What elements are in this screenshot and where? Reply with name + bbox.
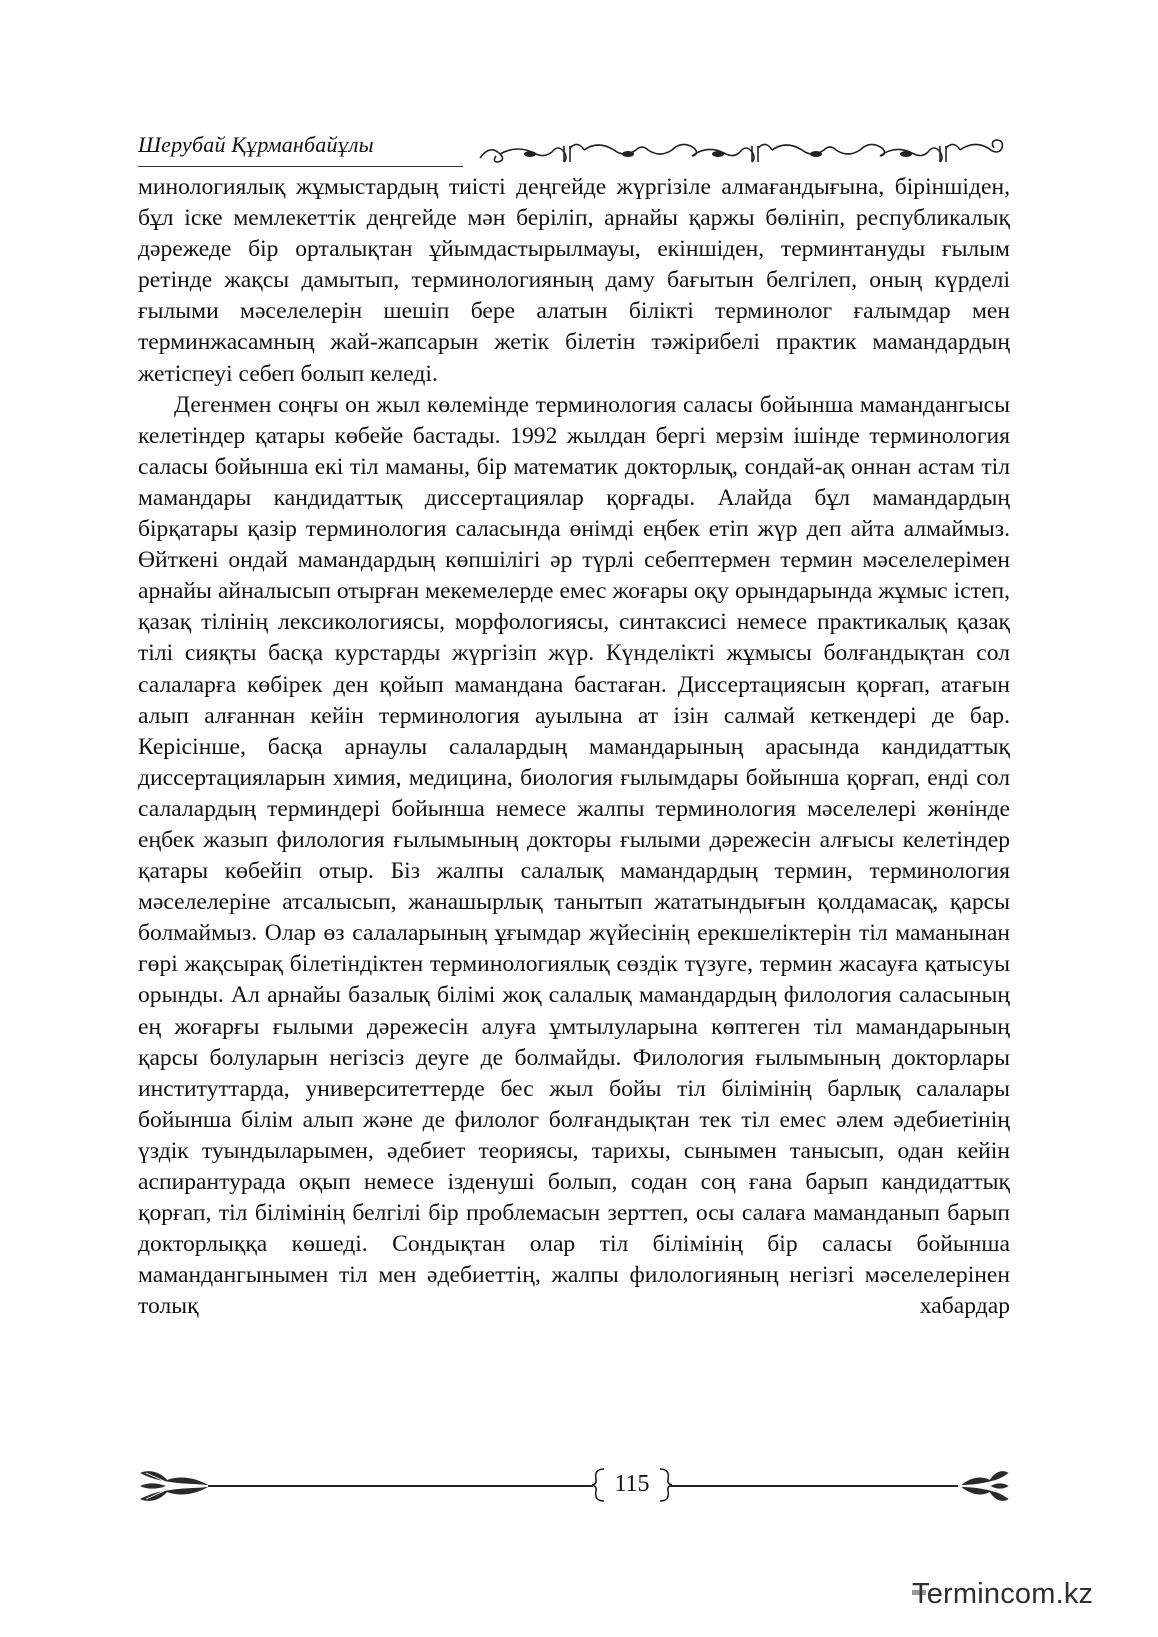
header-rule <box>138 166 463 167</box>
footer-rule-right <box>670 1485 958 1487</box>
leaf-ornament-icon <box>960 1467 1010 1505</box>
paragraph-2: Дегенмен соңғы он жыл көлемінде терминология саласы бойынша мамандангысы келетіндер қатары көбейе бастады. 1992 жылдан бергі мерзім ішінде терминология саласы бойынша екі тіл маманы, бір математик докторлық, сондай-ақ оннан астам тіл мамандары кандидаттық диссертациялар қорғады. Алайда бұл мамандардың бірқатары қазір терминология саласында өнімді еңбек етіп жүр деп айта алмаймыз. Өйткені ондай мамандардың көпшілігі әр түрлі себептермен термин мәселелерімен арнайы айналысып отырған мекемелерде емес жоғары оқу орындарында жұмыс істеп, қазақ тілінің лексикологиясы, морфологиясы, синтаксисі немесе практикалық қазақ тілі сияқты басқа курстарды жүргізіп жүр. Күнделікті жұмысы болғандықтан сол салаларға көбірек ден қойып мамандана бастаған. Диссертациясын қорғап, атағын алып алғаннан кейін терминология ауылына ат ізін салмай кеткендері де бар. Керісінше, басқа арнаулы салалардың мамандарының арасында кандидаттық диссертацияларын химия, медицина, биология ғылымдары бойынша қорғап, енді сол салалардың терминдері бойынша немесе жалпы терминология мәселелері жөнінде еңбек жазып филология ғылымының докторы ғылыми дәрежесін алғысы келетіндер қатары көбейіп отыр. Біз жалпы салалық мамандардың термин, терминология мәселелеріне атсалысып, жанашырлық танытып жататындығын қолдамасақ, қарсы болмаймыз. Олар өз салаларының ұғымдар жүйесінің ерекшеліктерін тіл маманынан гөрі жақсырақ білетіндіктен терминологиялық сөздік түзуге, термин жасауға қатысуы орынды. Ал арнайы базалық білімі жоқ салалық мамандардың филология саласының ең жоғарғы ғылыми дәрежесін алуға ұмтылуларына көптеген тіл мамандарының қарсы болуларын негізсіз деуге де болмайды. Филология ғылымының докторлары институттарда, университеттерде бес жыл бойы тіл білімінің барлық салалары бойынша білім алып және де филолог болғандықтан тек тіл емес әлем әдебиетінің үздік туындыларымен, әдебиет теориясы, тарихы, сынымен танысып, одан кейін аспирантурада оқып немесе ізденуші болып, содан соң ғана барып кандидаттық қорғап, тіл білімінің белгілі бір проблемасын зерттеп, осы салаға маманданып барып докторлыққа көшеді. Сондықтан олар тіл білімінің бір саласы бойынша мамандангынымен тіл мен әдебиеттің, жалпы филологияның негізгі мәселелерінен толық хабардар <box>138 391 1010 1320</box>
author-name: Шерубай Құрманбайұлы <box>138 132 374 157</box>
running-header <box>138 128 1008 168</box>
watermark-text: Termincom.kz <box>912 1578 1094 1610</box>
site-watermark <box>912 1578 1102 1618</box>
page-number-frame <box>590 1467 674 1501</box>
footer-rule-left <box>208 1485 593 1487</box>
page-body <box>138 172 1010 1322</box>
leaf-ornament-icon <box>138 1467 210 1505</box>
page-footer <box>138 1465 1010 1505</box>
bracket-left-icon <box>590 1467 606 1503</box>
page-number: 115 <box>614 1470 650 1497</box>
ornament-border-icon <box>478 136 1008 166</box>
paragraph-1: минологиялық жұмыстардың тиісті деңгейде жүргізіле алмағандығына, біріншіден, бұл іске мемлекеттік деңгейде мән беріліп, арнайы қаржы бөлініп, республикалық дәрежеде бір орталықтан ұйымдастырылмауы, екіншіден, терминтануды ғылым ретінде жақсы дамытып, терминологияның даму бағытын белгілеп, оның күрделі ғылыми мәселелерін шешіп бере алатын білікті терминолог ғалымдар мен терминжасамның жай-жапсарын жетік білетін тәжірибелі практик мамандардың жетіспеуі себеп болып келеді. <box>138 174 1010 387</box>
